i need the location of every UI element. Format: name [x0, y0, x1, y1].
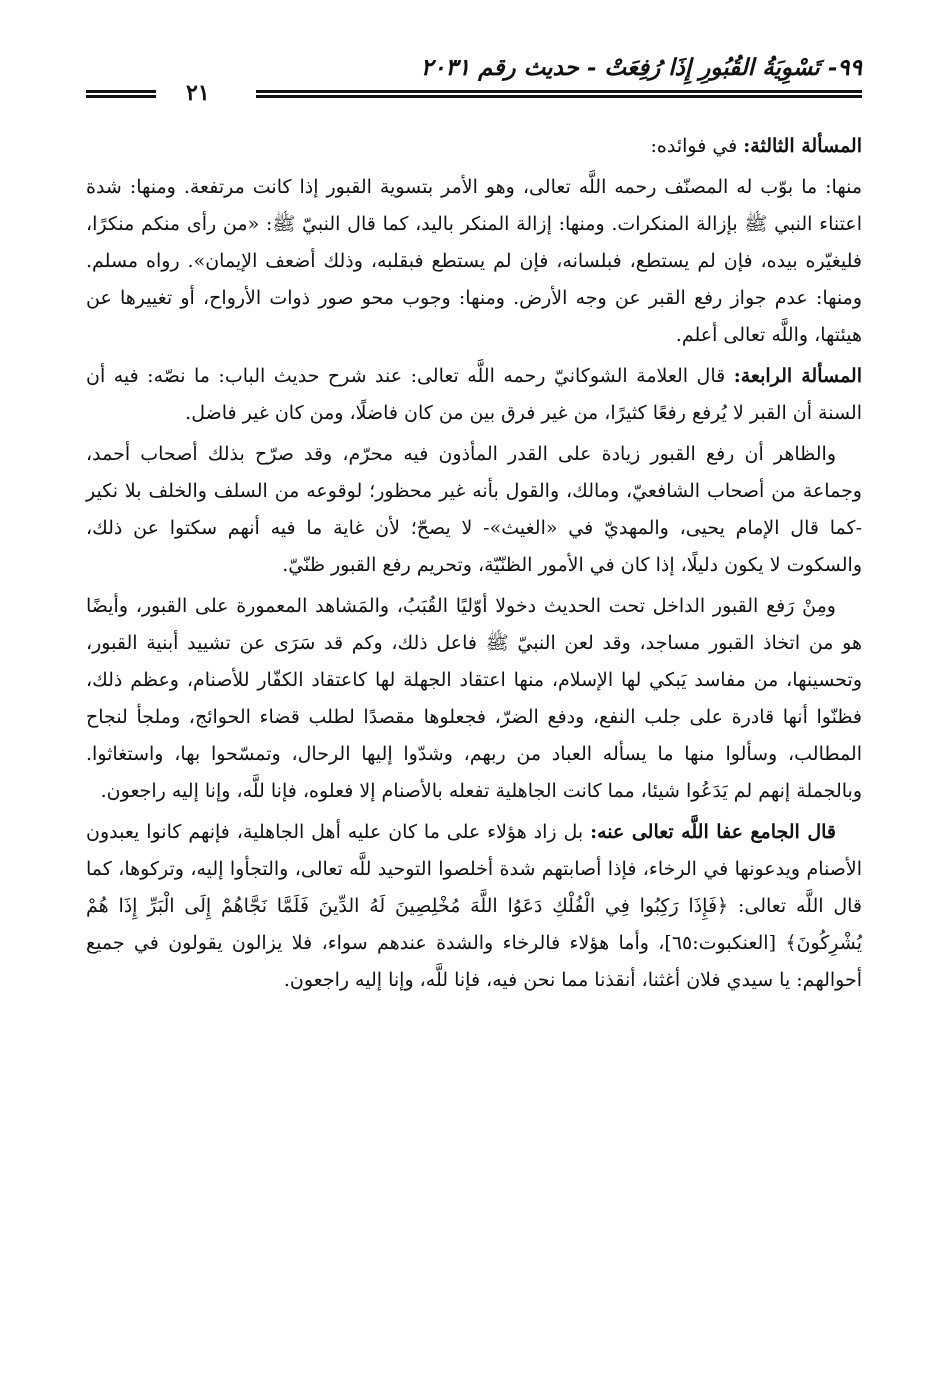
body-text — [86, 128, 862, 999]
paragraph-heading: قال الجامع عفا اللَّه تعالى عنه: — [590, 821, 836, 843]
paragraph-text: بل زاد هؤلاء على ما كان عليه أهل الجاهلية، فإنهم كانوا يعبدون الأصنام ويدعونها في الرخاء، فإذا أصابتهم شدة أخلصوا التوحيد للَّه تعالى، والتجأوا إليه، وتركوها، كما قال اللَّه تعالى: ﴿فَإِذَا رَكِبُوا فِي الْفُلْكِ دَعَوُا اللَّهَ مُخْلِصِينَ لَهُ الدِّينَ فَلَمَّا نَجَّاهُمْ إِلَى الْبَرِّ إِذَا هُمْ يُشْرِكُونَ﴾ [العنكبوت:٦٥]، وأما هؤلاء فالرخاء والشدة عندهم سواء، فلا يزالون يقولون في جميع أحوالهم: يا سيدي فلان أغثنا، أنقذنا مما نحن فيه، فإنا للَّه، وإنا إليه راجعون. — [86, 821, 863, 991]
page-header — [86, 50, 862, 106]
paragraph-text: ومِنْ رَفع القبور الداخل تحت الحديث دخولا أوّليًا القُبَبُ، والمَشاهد المعمورة على القبور، وأيضًا هو من اتخاذ القبور مساجد، وقد لعن النبيّ ﷺ فاعل ذلك، وكم قد سَرَى عن تشييد أبنية القبور، وتحسينها، من مفاسد يَبكي لها الإسلام، منها اعتقاد الجهلة لها كاعتقاد الكفّار للأصنام، وعظم ذلك، فظنّوا أنها قادرة على جلب النفع، ودفع الضرّ، فجعلوها مقصدًا لطلب قضاء الحوائج، وملجأ لنجاح المطالب، وسألوا منها ما يسأله العباد من ربهم، وشدّوا إليها الرحال، وتمسّحوا بها، واستغاثوا. وبالجملة إنهم لم يَدَعُوا شيئا، مما كانت الجاهلية تفعله بالأصنام إلا فعلوه، فإنا للَّه، وإنا إليه راجعون. — [86, 595, 862, 802]
paragraph-compiler-note — [86, 814, 862, 999]
page-number: ٢١ — [186, 80, 210, 106]
paragraph-domes — [86, 588, 862, 810]
paragraph-ruling — [86, 436, 862, 584]
paragraph-heading: المسألة الرابعة: — [733, 365, 862, 387]
paragraph-text: في فوائده: — [650, 135, 744, 157]
header-rule-left — [86, 90, 156, 98]
paragraph-text: منها: ما بوّب له المصنّف رحمه اللَّه تعالى، وهو الأمر بتسوية القبور إذا كانت مرتفعة. ومنها: شدة اعتناء النبي ﷺ بإزالة المنكرات. ومنها: إزالة المنكر باليد، كما قال النبيّ ﷺ: «من رأى منكم منكرًا، فليغيّره بيده، فإن لم يستطع، فبلسانه، فإن لم يستطع فبقلبه، وذلك أضعف الإيمان». رواه مسلم. ومنها: عدم جواز رفع القبر عن وجه الأرض. ومنها: وجوب محو صور ذوات الأرواح، أو تغييرها عن هيئتها، واللَّه تعالى أعلم. — [86, 176, 862, 346]
book-page — [86, 50, 862, 1003]
paragraph-text: والظاهر أن رفع القبور زيادة على القدر المأذون فيه محرّم، وقد صرّح بذلك أصحاب أحمد، وجماعة من أصحاب الشافعيّ، ومالك، والقول بأنه غير محظور؛ لوقوعه من السلف والخلف بلا نكير -كما قال الإمام يحيى، والمهديّ في «الغيث»- لا يصحّ؛ لأن غاية ما فيه أنهم سكتوا عن ذلك، والسكوت لا يكون دليلًا، إذا كان في الأمور الظنّيّة، وتحريم رفع القبور ظنّيّ. — [86, 443, 862, 576]
running-title: ٩٩- تَسْوِيَةُ القُبُورِ إِذَا رُفِعَتْ - حديث رقم ٢٠٣١ — [420, 54, 862, 81]
paragraph-text: قال العلامة الشوكانيّ رحمه اللَّه تعالى: عند شرح حديث الباب: ما نصّه: فيه أن السنة أن القبر لا يُرفع رفعًا كثيرًا، من غير فرق بين من كان فاضلًا، ومن كان غير فاضل. — [86, 365, 862, 424]
header-rule — [256, 90, 862, 98]
paragraph-benefits — [86, 169, 862, 354]
paragraph-heading: المسألة الثالثة: — [743, 135, 862, 157]
paragraph-masala-3 — [86, 128, 862, 165]
paragraph-masala-4 — [86, 358, 862, 432]
